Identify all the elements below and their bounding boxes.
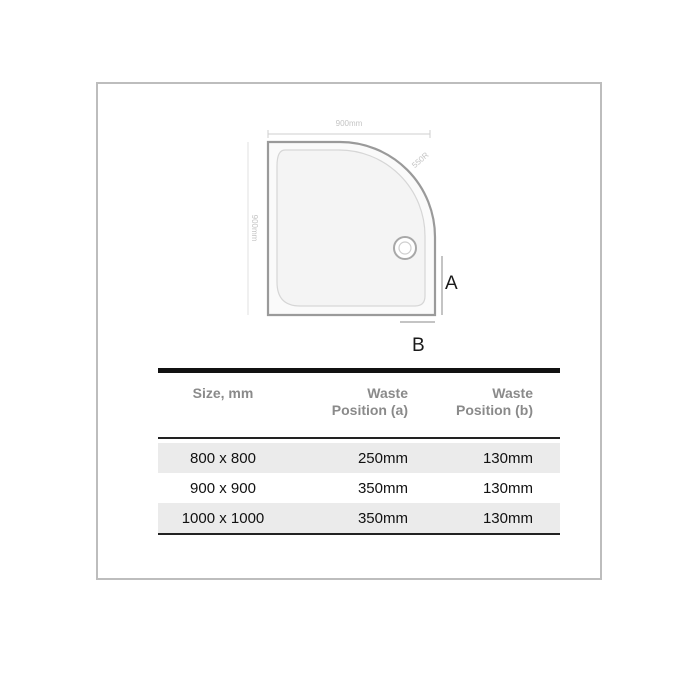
header-waste-b: Waste Position (b) [456,385,533,418]
cell-waste-b: 130mm [482,479,533,497]
header-waste-a: Waste Position (a) [331,385,408,418]
side-dimension-label: 900mm [250,214,259,242]
table-row [158,473,560,503]
tray-svg [230,110,470,360]
top-dimension-label: 900mm [335,119,363,128]
shower-tray-diagram [230,110,470,360]
cell-waste-b: 130mm [482,449,533,467]
label-a: A [445,273,458,294]
cell-size: 900 x 900 [190,479,256,497]
label-b: B [412,335,425,356]
cell-size: 800 x 800 [190,449,256,467]
cell-waste-a: 250mm [357,449,408,467]
waste-icon [394,237,416,259]
radius-label: 550R [410,150,431,170]
table-bottom-rule [158,533,560,535]
table-header [158,373,560,437]
waste-position-table [158,368,560,535]
header-size: Size, mm [192,385,254,401]
table-row [158,443,560,473]
cell-size: 1000 x 1000 [181,509,265,527]
cell-waste-a: 350mm [357,479,408,497]
cell-waste-a: 350mm [357,509,408,527]
cell-waste-b: 130mm [482,509,533,527]
table-row [158,503,560,533]
